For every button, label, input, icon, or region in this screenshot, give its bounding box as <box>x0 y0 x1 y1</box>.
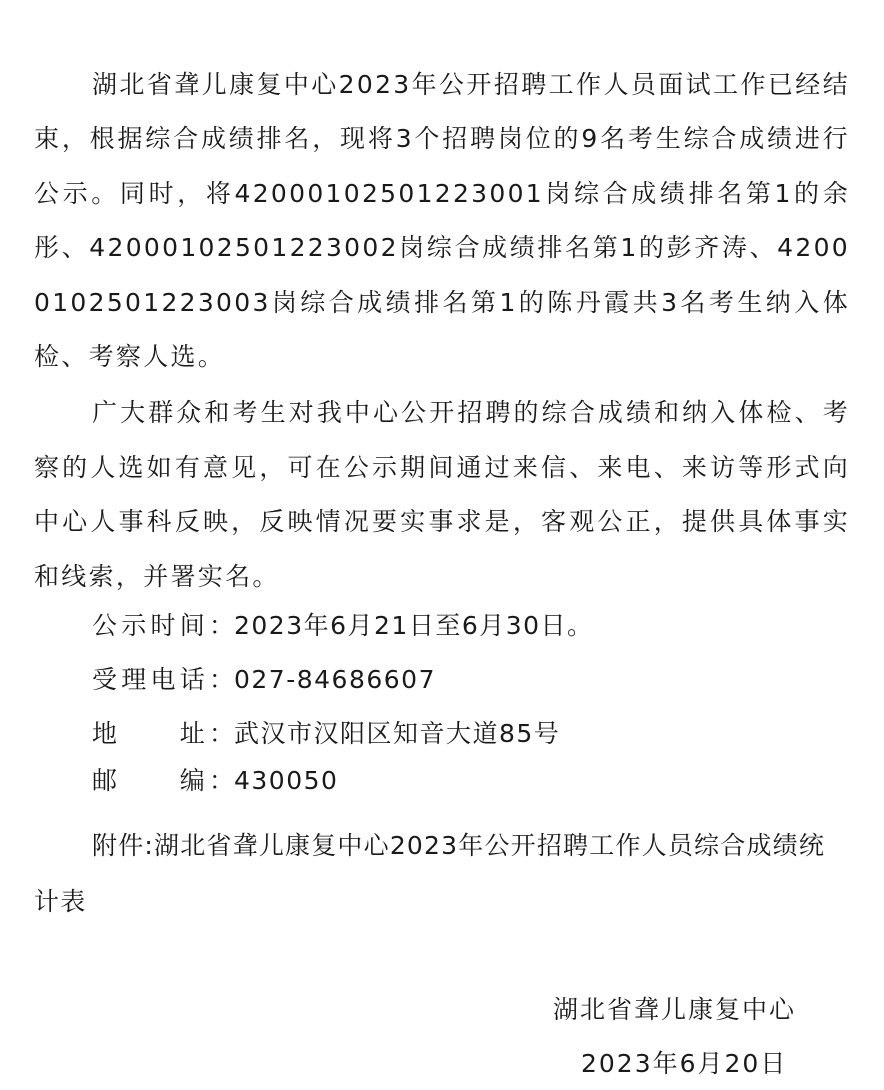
info-address <box>92 716 560 752</box>
notice-paragraph-results: 湖北省聋儿康复中心2023年公开招聘工作人员面试工作已经结束，根据综合成绩排名，现将3个招聘岗位的9名考生综合成绩进行公示。同时，将42000102501223001岗综合成绩排名第1的余彤、42000102501223002岗综合成绩排名第1的彭齐涛、42000102501223003岗综合成绩排名第1的陈丹霞共3名考生纳入体检、考察人选。 <box>34 70 850 372</box>
info-period <box>92 608 594 644</box>
signature-date: 2023年6月20日 <box>581 1049 788 1078</box>
info-phone <box>92 662 436 698</box>
info-postcode-label: 邮 编： <box>92 766 234 795</box>
attachment-note: 附件:湖北省聋儿康复中心2023年公开招聘工作人员综合成绩统计表 <box>34 831 826 916</box>
info-address-value: 武汉市汉阳区知音大道85号 <box>234 719 561 748</box>
info-phone-value: 027-84686607 <box>234 665 436 694</box>
notice-paragraph-feedback: 广大群众和考生对我中心公开招聘的综合成绩和纳入体检、考察的人选如有意见，可在公示期间通过来信、来电、来访等形式向中心人事科反映，反映情况要实事求是，客观公正，提供具体事实和线索，并署实名。 <box>34 398 850 591</box>
notice-body <box>34 58 850 604</box>
info-address-label: 地 址： <box>92 719 234 748</box>
info-period-label: 公示时间： <box>92 611 234 640</box>
info-phone-label: 受理电话： <box>92 665 234 694</box>
info-period-value: 2023年6月21日至6月30日。 <box>234 611 594 640</box>
info-postcode-value: 430050 <box>234 766 339 795</box>
info-postcode <box>92 763 338 799</box>
signature-organization: 湖北省聋儿康复中心 <box>553 995 797 1024</box>
